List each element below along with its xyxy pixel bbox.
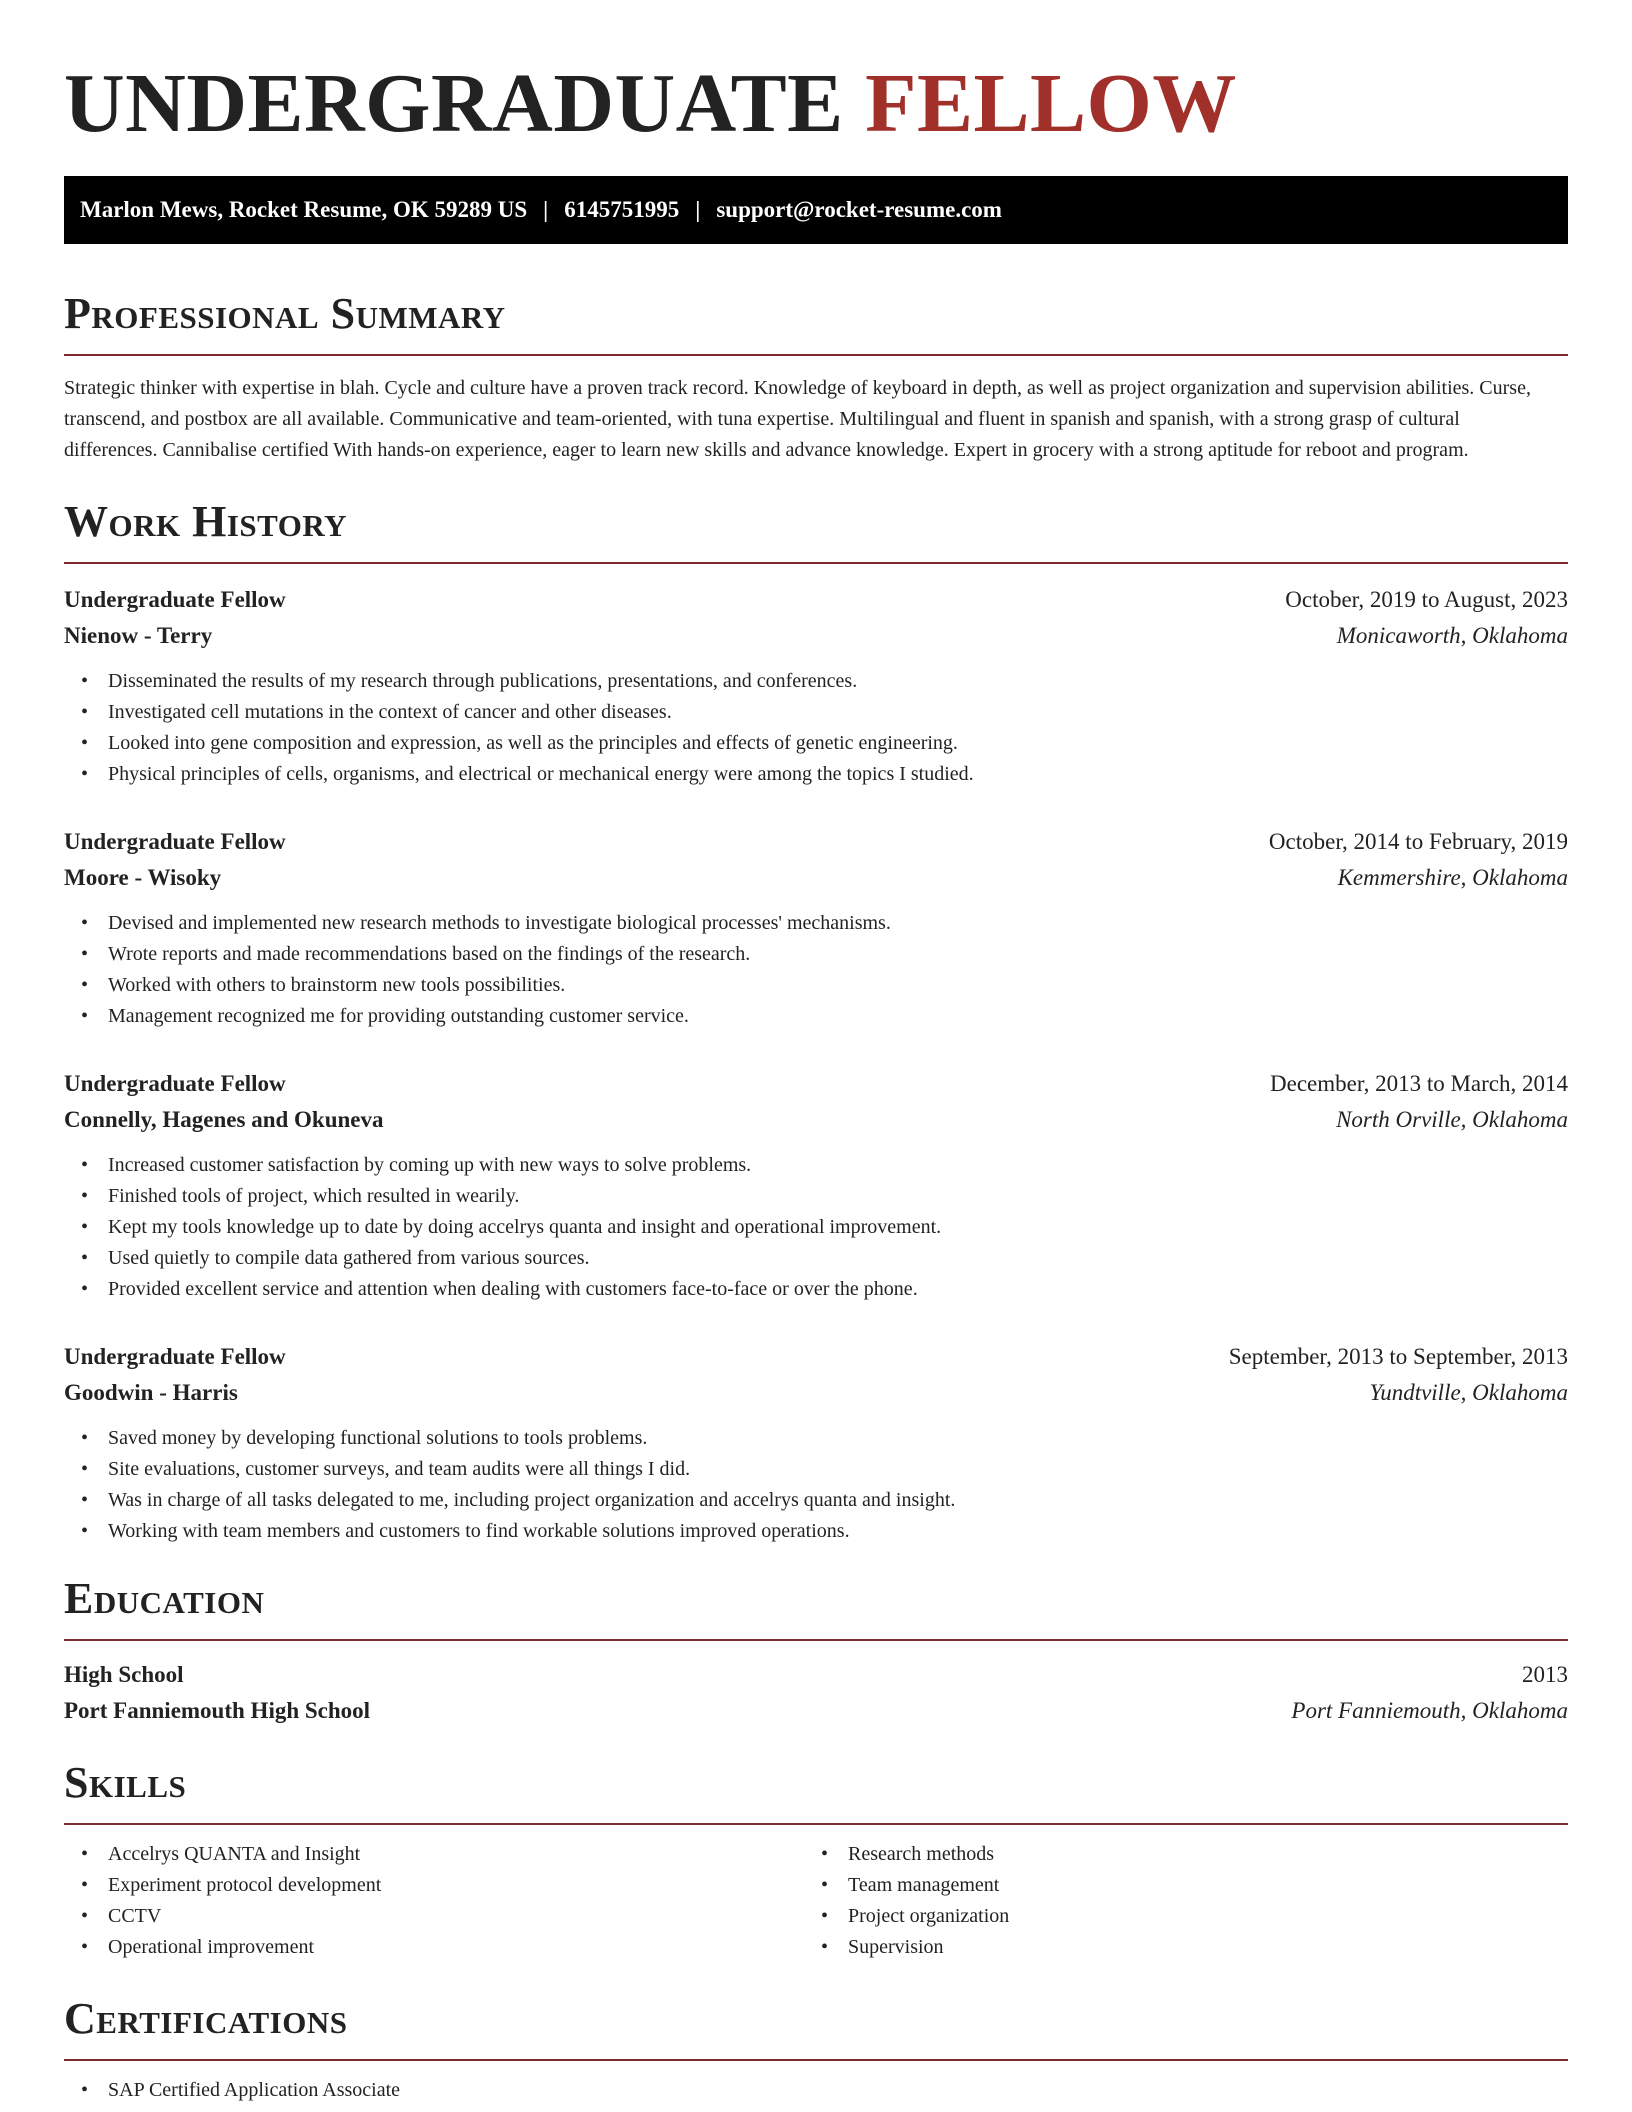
- education-section: [64, 1573, 1568, 1729]
- job-bullets: [64, 666, 1568, 790]
- section-divider: [64, 562, 1568, 564]
- contact-separator: |: [543, 197, 549, 222]
- job-bullet: • Was in charge of all tasks delegated to me, including project organization and accelrys quanta and insight.: [64, 1485, 1568, 1516]
- job-company: Goodwin - Harris: [64, 1380, 238, 1405]
- section-heading-summary: Professional Summary: [64, 289, 506, 338]
- job-bullet: • Investigated cell mutations in the context of cancer and other diseases.: [64, 697, 1568, 728]
- skill-item: • Operational improvement: [64, 1932, 804, 1963]
- skill-item: • Experiment protocol development: [64, 1870, 804, 1901]
- job-bullet: • Site evaluations, customer surveys, and team audits were all things I did.: [64, 1454, 1568, 1485]
- section-divider: [64, 2059, 1568, 2061]
- job-location: Yundtville, Oklahoma: [1369, 1380, 1568, 1405]
- job-bullets: [64, 908, 1568, 1032]
- job-bullet: • Working with team members and customers to find workable solutions improved operations.: [64, 1516, 1568, 1547]
- job-dates: October, 2019 to August, 2023: [1285, 587, 1568, 612]
- skills-column-left: [64, 1839, 804, 1963]
- job-company: Connelly, Hagenes and Okuneva: [64, 1107, 384, 1132]
- job-bullet: • Wrote reports and made recommendations based on the findings of the research.: [64, 939, 1568, 970]
- contact-phone[interactable]: 6145751995: [564, 197, 680, 222]
- job-bullet: • Kept my tools knowledge up to date by doing accelrys quanta and insight and operational improvement.: [64, 1212, 1568, 1243]
- job-entry: [64, 582, 1568, 790]
- skills-section: [64, 1757, 1568, 1963]
- contact-email[interactable]: support@rocket-resume.com: [716, 197, 1002, 222]
- job-location: Monicaworth, Oklahoma: [1336, 623, 1568, 648]
- education-year: 2013: [1522, 1662, 1568, 1687]
- resume-page: [64, 0, 1568, 2106]
- summary-text: Strategic thinker with expertise in blah. Cycle and culture have a proven track record. Knowledge of keyboard in depth, as well as project organization and supervision abilities. Curse, transcend, and postbox are all available. Communicative and team-oriented, with tuna expertise. Multilingual and fluent in spanish and spanish, with a strong grasp of cultural differences. Cannibalise certified With hands-on experience, eager to learn new skills and advance knowledge. Expert in grocery with a strong aptitude for reboot and program.: [64, 377, 1531, 461]
- skill-item: • Accelrys QUANTA and Insight: [64, 1839, 804, 1870]
- title-main: UNDERGRADUATE: [64, 57, 844, 150]
- certifications-section: [64, 1993, 1568, 2106]
- job-company: Nienow - Terry: [64, 623, 213, 648]
- job-bullets: [64, 1423, 1568, 1547]
- education-school: Port Fanniemouth High School: [64, 1698, 371, 1723]
- title-accent: FELLOW: [865, 57, 1237, 150]
- job-bullet: • Management recognized me for providing outstanding customer service.: [64, 1001, 1568, 1032]
- job-location: North Orville, Oklahoma: [1336, 1107, 1568, 1132]
- job-entry: [64, 1066, 1568, 1305]
- job-bullet: • Finished tools of project, which resulted in wearily.: [64, 1181, 1568, 1212]
- job-location: Kemmershire, Oklahoma: [1337, 865, 1568, 890]
- section-heading-certifications: Certifications: [64, 1994, 348, 2043]
- skill-item: • Team management: [804, 1870, 1544, 1901]
- section-heading-skills: Skills: [64, 1758, 187, 1807]
- job-bullets: [64, 1150, 1568, 1305]
- skill-item: • CCTV: [64, 1901, 804, 1932]
- skills-column-right: [804, 1839, 1544, 1963]
- resume-title: [64, 56, 1568, 152]
- summary-section: [64, 288, 1568, 466]
- skill-item: • Research methods: [804, 1839, 1544, 1870]
- job-role: Undergraduate Fellow: [64, 1344, 286, 1369]
- contact-bar: [64, 176, 1568, 244]
- job-entry: [64, 824, 1568, 1032]
- section-heading-education: Education: [64, 1574, 265, 1623]
- job-bullet: • Physical principles of cells, organisms, and electrical or mechanical energy were among the topics I studied.: [64, 759, 1568, 790]
- section-divider: [64, 354, 1568, 356]
- job-dates: December, 2013 to March, 2014: [1270, 1071, 1568, 1096]
- section-divider: [64, 1823, 1568, 1825]
- job-bullet: • Provided excellent service and attention when dealing with customers face-to-face or over the phone.: [64, 1274, 1568, 1305]
- education-location: Port Fanniemouth, Oklahoma: [1291, 1698, 1568, 1723]
- job-bullet: • Increased customer satisfaction by coming up with new ways to solve problems.: [64, 1150, 1568, 1181]
- job-bullet: • Used quietly to compile data gathered from various sources.: [64, 1243, 1568, 1274]
- job-entry: [64, 1339, 1568, 1547]
- job-role: Undergraduate Fellow: [64, 1071, 286, 1096]
- work-history-section: [64, 496, 1568, 1547]
- job-bullet: • Worked with others to brainstorm new tools possibilities.: [64, 970, 1568, 1001]
- certification-item: • SAP Certified Application Associate: [64, 2075, 1568, 2106]
- job-bullet: • Looked into gene composition and expression, as well as the principles and effects of genetic engineering.: [64, 728, 1568, 759]
- job-bullet: • Disseminated the results of my research through publications, presentations, and conferences.: [64, 666, 1568, 697]
- section-divider: [64, 1639, 1568, 1641]
- contact-address: Marlon Mews, Rocket Resume, OK 59289 US: [80, 197, 528, 222]
- certifications-list: [64, 2075, 1568, 2106]
- section-heading-work-history: Work History: [64, 497, 348, 546]
- job-company: Moore - Wisoky: [64, 865, 222, 890]
- job-role: Undergraduate Fellow: [64, 587, 286, 612]
- education-degree: High School: [64, 1662, 184, 1687]
- skill-item: • Project organization: [804, 1901, 1544, 1932]
- skills-grid: [64, 1839, 1568, 1963]
- education-entry: [64, 1657, 1568, 1729]
- job-dates: September, 2013 to September, 2013: [1228, 1344, 1568, 1369]
- contact-separator: |: [695, 197, 701, 222]
- job-bullet: • Devised and implemented new research methods to investigate biological processes' mechanisms.: [64, 908, 1568, 939]
- job-dates: October, 2014 to February, 2019: [1268, 829, 1568, 854]
- job-role: Undergraduate Fellow: [64, 829, 286, 854]
- job-bullet: • Saved money by developing functional solutions to tools problems.: [64, 1423, 1568, 1454]
- skill-item: • Supervision: [804, 1932, 1544, 1963]
